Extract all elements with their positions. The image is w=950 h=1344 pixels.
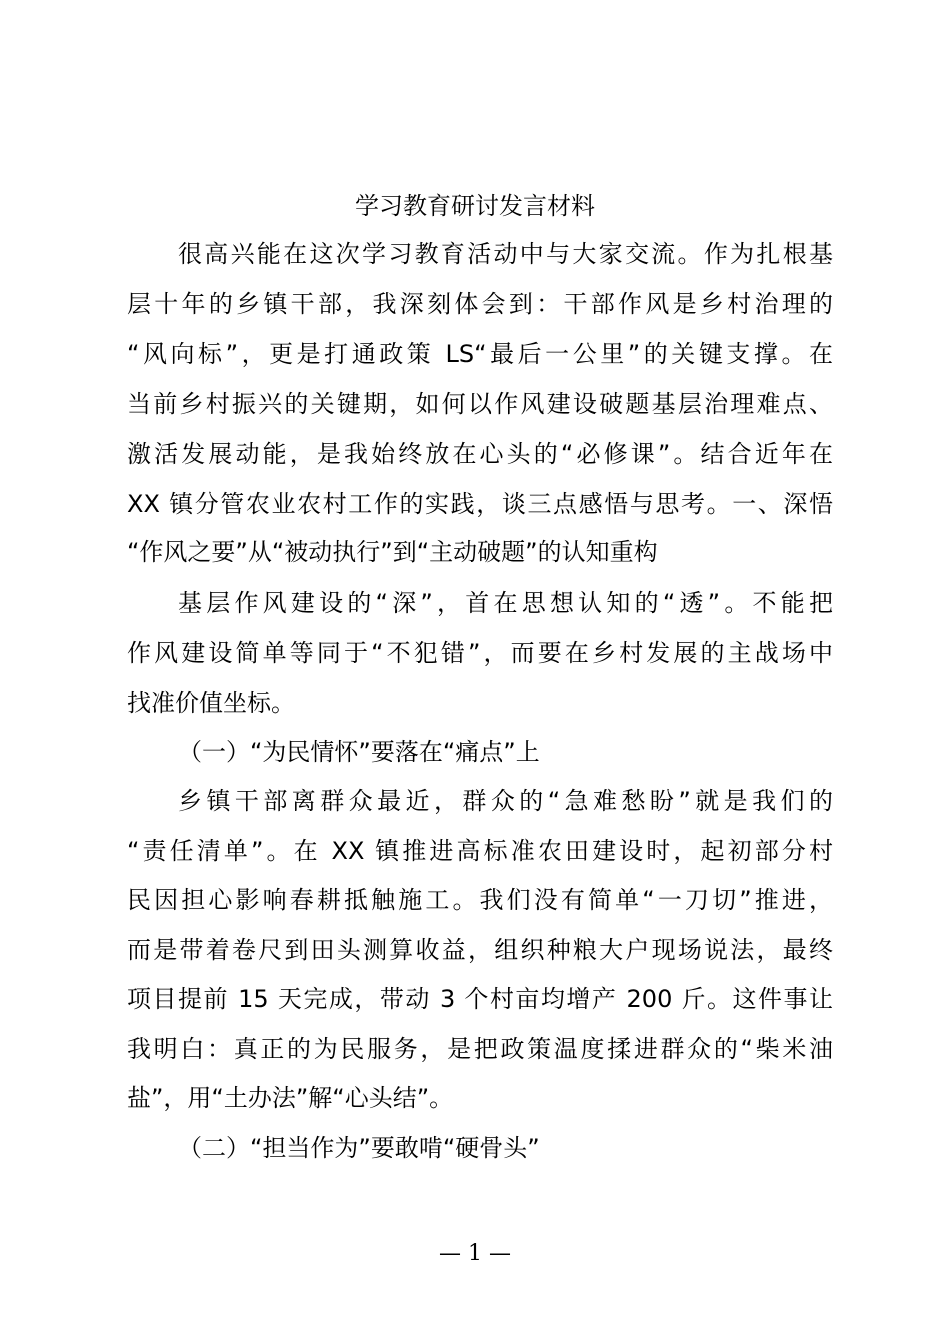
paragraph-line: “作风之要”从“被动执行”到“主动破题”的认知重构 (127, 538, 658, 566)
paragraph-line: 乡镇干部离群众最近，群众的“急难愁盼”就是我们的 (178, 787, 833, 815)
paragraph-line: 很高兴能在这次学习教育活动中与大家交流。作为扎根基 (178, 240, 833, 268)
document-title: 学习教育研讨发言材料 (355, 192, 595, 220)
paragraph-line: 民因担心影响春耕抵触施工。我们没有简单“一刀切”推进， (127, 886, 833, 914)
paragraph-line: 基层作风建设的“深”，首在思想认知的“透”。不能把 (178, 589, 833, 617)
page-number: — 1 — (439, 1241, 511, 1266)
paragraph-line: “风向标”，更是打通政策 LS“最后一公里”的关键支撑。在 (127, 340, 833, 368)
paragraph-line: 找准价值坐标。 (127, 689, 295, 717)
paragraph-line: XX 镇分管农业农村工作的实践，谈三点感悟与思考。一、深悟 (127, 490, 833, 518)
paragraph-line: 作风建设简单等同于“不犯错”，而要在乡村发展的主战场中 (127, 639, 833, 667)
paragraph-line: 激活发展动能，是我始终放在心头的“必修课”。结合近年在 (127, 440, 833, 468)
paragraph-line: 项目提前 15 天完成，带动 3 个村亩均增产 200 斤。这件事让 (127, 985, 833, 1013)
paragraph-line: 层十年的乡镇干部，我深刻体会到：干部作风是乡村治理的 (127, 290, 833, 318)
paragraph-line: “责任清单”。在 XX 镇推进高标准农田建设时，起初部分村 (127, 837, 833, 865)
section-heading: （一）“为民情怀”要落在“痛点”上 (178, 738, 540, 766)
paragraph-line: 而是带着卷尺到田头测算收益，组织种粮大户现场说法，最终 (127, 936, 833, 964)
paragraph-line: 我明白：真正的为民服务，是把政策温度揉进群众的“柴米油 (127, 1035, 833, 1063)
paragraph-line: 盐”，用“土办法”解“心头结”。 (127, 1084, 454, 1112)
section-heading: （二）“担当作为”要敢啃“硬骨头” (178, 1134, 540, 1162)
paragraph-line: 当前乡村振兴的关键期，如何以作风建设破题基层治理难点、 (127, 390, 833, 418)
